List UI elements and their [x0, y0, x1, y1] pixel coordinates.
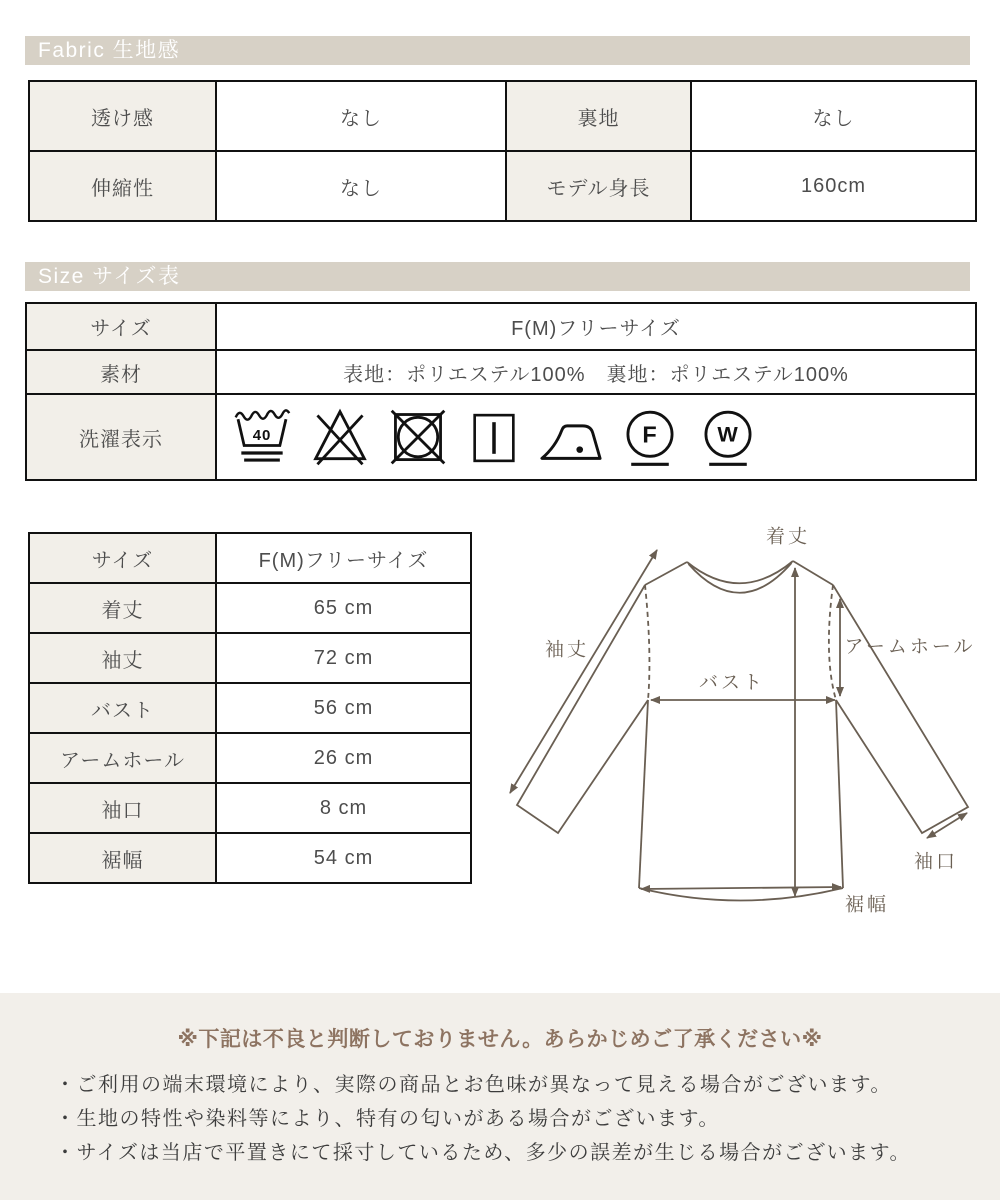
- list-item: ・ご利用の端末環境により、実際の商品とお色味が異なって見える場合がございます。: [55, 1074, 892, 1096]
- diagram-label-sleeve: 袖丈: [544, 639, 590, 661]
- material-label: 素材: [26, 350, 216, 394]
- diagram-label-armhole: アームホール: [844, 636, 976, 658]
- measure-value-sleeve: 72 cm: [216, 633, 471, 683]
- svg-text:W: W: [717, 421, 739, 447]
- measurement-arrows: [510, 550, 967, 896]
- hem-curve: [639, 888, 843, 901]
- size-table: [25, 302, 977, 481]
- measure-value-size: F(M)フリーサイズ: [216, 533, 471, 583]
- disclaimer-list: [0, 1072, 1000, 1166]
- measure-value-hem: 54 cm: [216, 833, 471, 883]
- table-row: [29, 81, 976, 151]
- size-label: サイズ: [26, 303, 216, 350]
- measure-value-bust: 56 cm: [216, 683, 471, 733]
- do-not-bleach-icon: [309, 404, 371, 472]
- table-row: [29, 683, 471, 733]
- measure-label-bust: バスト: [29, 683, 216, 733]
- dry-clean-petroleum-gentle-icon: [619, 404, 681, 472]
- diagram-label-cuff: 袖口: [913, 851, 959, 873]
- measure-label-cuff: 袖口: [29, 783, 216, 833]
- size-section-title: Size サイズ表: [38, 265, 181, 288]
- disclaimer-section: [0, 993, 1000, 1200]
- left-armhole-seam: [645, 585, 649, 700]
- neckline-back: [687, 561, 793, 583]
- wet-clean-gentle-icon: [697, 404, 759, 472]
- measure-value-length: 65 cm: [216, 583, 471, 633]
- right-armhole-seam: [829, 585, 836, 700]
- fabric-section-title: Fabric 生地感: [38, 39, 181, 62]
- left-sleeve: [517, 585, 648, 833]
- list-item: ・生地の特性や染料等により、特有の匂いがある場合がございます。: [55, 1108, 720, 1130]
- fabric-value-model-height: 160cm: [691, 151, 976, 221]
- right-body-side: [836, 700, 843, 888]
- measure-value-cuff: 8 cm: [216, 783, 471, 833]
- do-not-tumble-dry-icon: [387, 404, 449, 472]
- garment-outline: [517, 561, 968, 901]
- material-value: 表地：ポリエステル100% 裏地：ポリエステル100%: [216, 350, 976, 394]
- fabric-label-model-height: モデル身長: [506, 151, 691, 221]
- wash-40-very-gentle-icon: [231, 404, 293, 472]
- table-row: [29, 583, 471, 633]
- measure-label-sleeve: 袖丈: [29, 633, 216, 683]
- garment-measurement-diagram: [490, 515, 990, 925]
- sleeve-length-arrow: [510, 550, 657, 793]
- table-row: [26, 350, 976, 394]
- care-icons-row: [231, 402, 975, 472]
- fabric-value-sheerness: なし: [216, 81, 506, 151]
- measure-label-length: 着丈: [29, 583, 216, 633]
- fabric-label-lining: 裏地: [506, 81, 691, 151]
- list-item: ・サイズは当店で平置きにて採寸しているため、多少の誤差が生じる場合がございます。: [55, 1142, 911, 1164]
- cuff-arrow: [927, 813, 967, 838]
- svg-text:F: F: [642, 421, 658, 448]
- hem-width-arrow: [641, 887, 841, 889]
- fabric-value-lining: なし: [691, 81, 976, 151]
- left-body-side: [639, 700, 648, 888]
- line-dry-icon: [465, 404, 523, 472]
- table-row: [29, 833, 471, 883]
- diagram-label-hem: 裾幅: [844, 894, 890, 916]
- size-section-header: [25, 262, 970, 291]
- fabric-table: [28, 80, 977, 222]
- size-value: F(M)フリーサイズ: [216, 303, 976, 350]
- table-row: [29, 783, 471, 833]
- measure-label-size: サイズ: [29, 533, 216, 583]
- table-row: [26, 303, 976, 350]
- left-shoulder-seam: [645, 562, 687, 585]
- measure-value-armhole: 26 cm: [216, 733, 471, 783]
- care-symbols-cell: [216, 394, 976, 480]
- table-row: [26, 394, 976, 480]
- table-row: [29, 633, 471, 683]
- diagram-label-bust: バスト: [698, 672, 766, 694]
- measurement-table: [28, 532, 472, 884]
- fabric-value-stretch: なし: [216, 151, 506, 221]
- measure-label-hem: 裾幅: [29, 833, 216, 883]
- svg-text:40: 40: [252, 426, 272, 444]
- diagram-label-length: 着丈: [765, 526, 811, 548]
- table-row: [29, 533, 471, 583]
- fabric-label-stretch: 伸縮性: [29, 151, 216, 221]
- neckline-front: [689, 563, 792, 593]
- table-row: [29, 733, 471, 783]
- right-shoulder-seam: [793, 561, 833, 585]
- right-sleeve: [833, 585, 968, 833]
- iron-low-heat-icon: [539, 404, 603, 472]
- measure-label-armhole: アームホール: [29, 733, 216, 783]
- table-row: [29, 151, 976, 221]
- disclaimer-title: ※下記は不良と判断しておりません。あらかじめご了承ください※: [177, 1028, 823, 1051]
- care-label: 洗濯表示: [26, 394, 216, 480]
- fabric-section-header: [25, 36, 970, 65]
- fabric-label-sheerness: 透け感: [29, 81, 216, 151]
